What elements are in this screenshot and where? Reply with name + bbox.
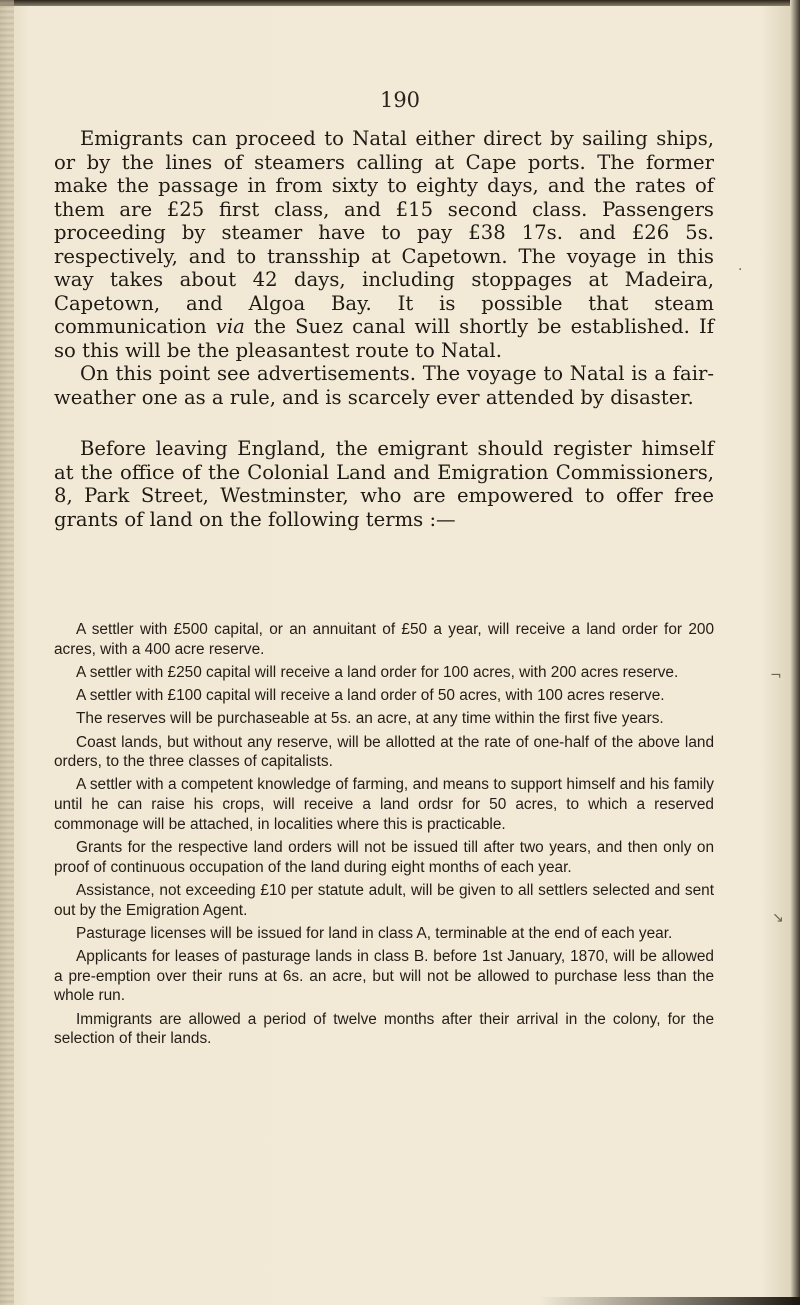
term-item: A settler with £500 capital, or an annuitant of £50 a year, will receive a land order for 200 acres, with a 400 acre reserve. — [54, 621, 714, 658]
term-item: Coast lands, but without any reserve, will be allotted at the rate of one-half of the above land orders, to the three classes of capitalists. — [54, 733, 714, 771]
margin-mark: ¬ — [770, 668, 782, 684]
page-right-edge — [790, 0, 800, 1305]
paragraph-advertisements: On this point see advertisements. The voyage to Natal is a fair-weather one as a rule, and is scarcely ever attended by disaster. — [54, 362, 714, 409]
term-item: Immigrants are allowed a period of twelve months after their arrival in the colony, for the selection of their lands. — [54, 1010, 714, 1048]
margin-mark: · — [738, 262, 743, 278]
term-item: Assistance, not exceeding £10 per statute adult, will be given to all settlers selected and sent out by the Emigration Agent. — [54, 881, 714, 919]
paragraph-text: the Suez canal will shortly be established. If so this will be the pleasantest route to Natal. — [54, 315, 714, 362]
term-item: A settler with £250 capital will receive a land order for 100 acres, with 200 acres reserve. — [76, 663, 679, 681]
term-item: A settler with £100 capital will receive a land order of 50 acres, with 100 acres reserve. — [76, 687, 665, 705]
paragraph-sailing-routes — [54, 127, 714, 362]
page-top-edge — [0, 0, 800, 6]
term-item: Pasturage licenses will be issued for land in class A, terminable at the end of each year. — [76, 924, 673, 942]
term-item: The reserves will be purchaseable at 5s. an acre, at any time within the first five years. — [76, 710, 664, 728]
term-item: A settler with a competent knowledge of farming, and means to support himself and his family until he can raise his crops, will receive a land ordsr for 50 acres, to which a reserved commonage will be attached, in localities where this is practicable. — [54, 776, 714, 833]
paragraph-registration: Before leaving England, the emigrant should register himself at the office of the Colonial Land and Emigration Commissioners, 8, Park Street, Westminster, who are empowered to offer free grants of land on the following terms :— — [54, 437, 714, 531]
italic-via: via — [215, 315, 245, 338]
page-bottom-shadow — [540, 1297, 800, 1305]
margin-mark: ↘ — [772, 910, 784, 926]
body-text — [54, 127, 714, 531]
term-item: Grants for the respective land orders will not be issued till after two years, and then only on proof of continuous occupation of the land during eight months of each year. — [54, 839, 714, 876]
paragraph-text: Emigrants can proceed to Natal either direct by sailing ships, or by the lines of steamers calling at Cape ports. The former make the passage in from sixty to eighty days, and the rates of them are £25 first class, and £15 second class. Passengers proceeding by steamer have to pay £38 17s. and £26 5s. respectively, and to transship at Capetown. The voyage in this way takes about 42 days, including stoppages at Madeira, Capetown, and Algoa Bay. It is possible that steam communication — [54, 127, 714, 338]
page-number: 190 — [379, 88, 421, 112]
terms-list — [54, 620, 714, 1053]
page-binding-edge — [0, 0, 14, 1305]
term-item: Applicants for leases of pasturage lands in class B. before 1st January, 1870, will be allowed a pre-emption over their runs at 6s. an acre, but will not be allowed to purchase less than the whole run. — [54, 948, 714, 1005]
